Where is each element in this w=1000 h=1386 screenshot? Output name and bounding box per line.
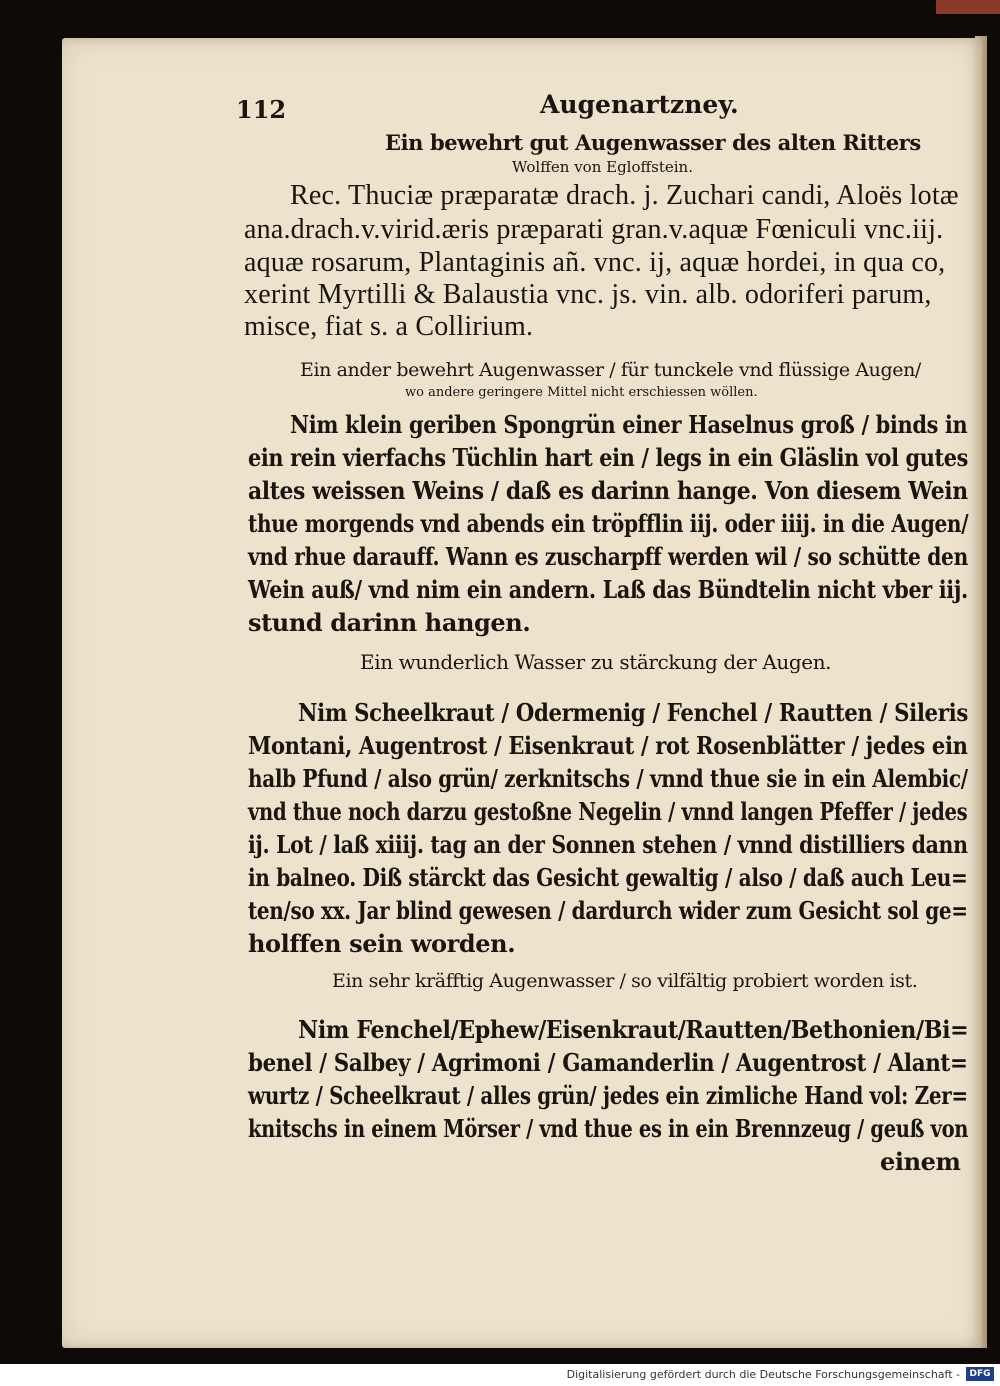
section2-line-5: vnd rhue darauff. Wann es zuscharpff werden wil / so schütte den: [248, 542, 968, 571]
section3-line-1: Nim Scheelkraut / Odermenig / Fenchel / Rautten / Sileris: [298, 698, 968, 727]
section2-line-1: Nim klein geriben Spongrün einer Haselnus groß / binds in: [290, 410, 968, 439]
footer-credit: Digitalisierung gefördert durch die Deutsche Forschungsgemeinschaft -: [566, 1368, 960, 1381]
section1-line-2: ana.drach.v.virid.æris præparati gran.v.aquæ Fœniculi vnc.iij.: [244, 214, 944, 245]
section1-heading: Ein bewehrt gut Augenwasser des alten Ritters: [385, 130, 921, 155]
section2-line-4: thue morgends vnd abends ein tröpfflin iij. oder iiij. in die Augen/: [248, 509, 969, 538]
section2-line-3: altes weissen Weins / daß es darinn hange. Von diesem Wein: [248, 476, 968, 505]
section2-line-6: Wein auß/ vnd nim ein andern. Laß das Bündtelin nicht vber iij.: [248, 575, 968, 604]
section4-line-3: wurtz / Scheelkraut / alles grün/ jedes ein zimliche Hand vol: Zer=: [248, 1081, 968, 1110]
section1-line-5: misce, fiat s. a Collirium.: [244, 311, 534, 342]
section3-line-4: vnd thue noch darzu gestoßne Negelin / vnnd langen Pfeffer / jedes: [248, 797, 968, 826]
section4-heading: Ein sehr kräfftig Augenwasser / so vilfältig probiert worden ist.: [332, 970, 918, 992]
section3-line-8: holffen sein worden.: [248, 929, 516, 958]
section1-line-4: xerint Myrtilli & Balaustia vnc. js. vin. alb. odoriferi parum,: [244, 279, 932, 310]
page-number: 112: [236, 95, 287, 124]
section2-line-7: stund darinn hangen.: [248, 608, 531, 637]
section3-line-6: in balneo. Diß stärckt das Gesicht gewaltig / also / daß auch Leu=: [248, 863, 968, 892]
section2-subheading: wo andere geringere Mittel nicht erschiessen wöllen.: [405, 385, 758, 400]
section4-line-1: Nim Fenchel/Ephew/Eisenkraut/Rautten/Bethonien/Bi=: [298, 1015, 969, 1044]
section4-line-4: knitschs in einem Mörser / vnd thue es in ein Brennzeug / geuß von: [248, 1114, 969, 1143]
section4-catchword: einem: [880, 1147, 961, 1176]
section3-heading: Ein wunderlich Wasser zu stärckung der Augen.: [360, 650, 832, 674]
section3-line-3: halb Pfund / also grün/ zerknitschs / vnnd thue sie in ein Alembic/: [248, 764, 968, 793]
running-head: Augenartzney.: [540, 90, 739, 119]
color-reference-strip: [936, 0, 1000, 14]
section2-heading: Ein ander bewehrt Augenwasser / für tunckele vnd flüssige Augen/: [300, 359, 921, 381]
section3-line-5: ij. Lot / laß xiiij. tag an der Sonnen stehen / vnnd distilliers dann: [248, 830, 968, 859]
section2-line-2: ein rein vierfachs Tüchlin hart ein / legs in ein Gläslin vol gutes: [248, 443, 968, 472]
dfg-logo: DFG: [966, 1367, 994, 1381]
section1-subheading: Wolffen von Egloffstein.: [512, 158, 693, 176]
section3-line-7: ten/so xx. Jar blind gewesen / dardurch wider zum Gesicht sol ge=: [248, 896, 968, 925]
section1-line-3: aquæ rosarum, Plantaginis añ. vnc. ij, aquæ hordei, in qua co,: [244, 247, 946, 278]
section1-line-1: Rec. Thuciæ præparatæ drach. j. Zuchari candi, Aloës lotæ: [290, 180, 959, 211]
section3-line-2: Montani, Augentrost / Eisenkraut / rot Rosenblätter / jedes ein: [248, 731, 968, 760]
section4-line-2: benel / Salbey / Agrimoni / Gamanderlin / Augentrost / Alant=: [248, 1048, 968, 1077]
